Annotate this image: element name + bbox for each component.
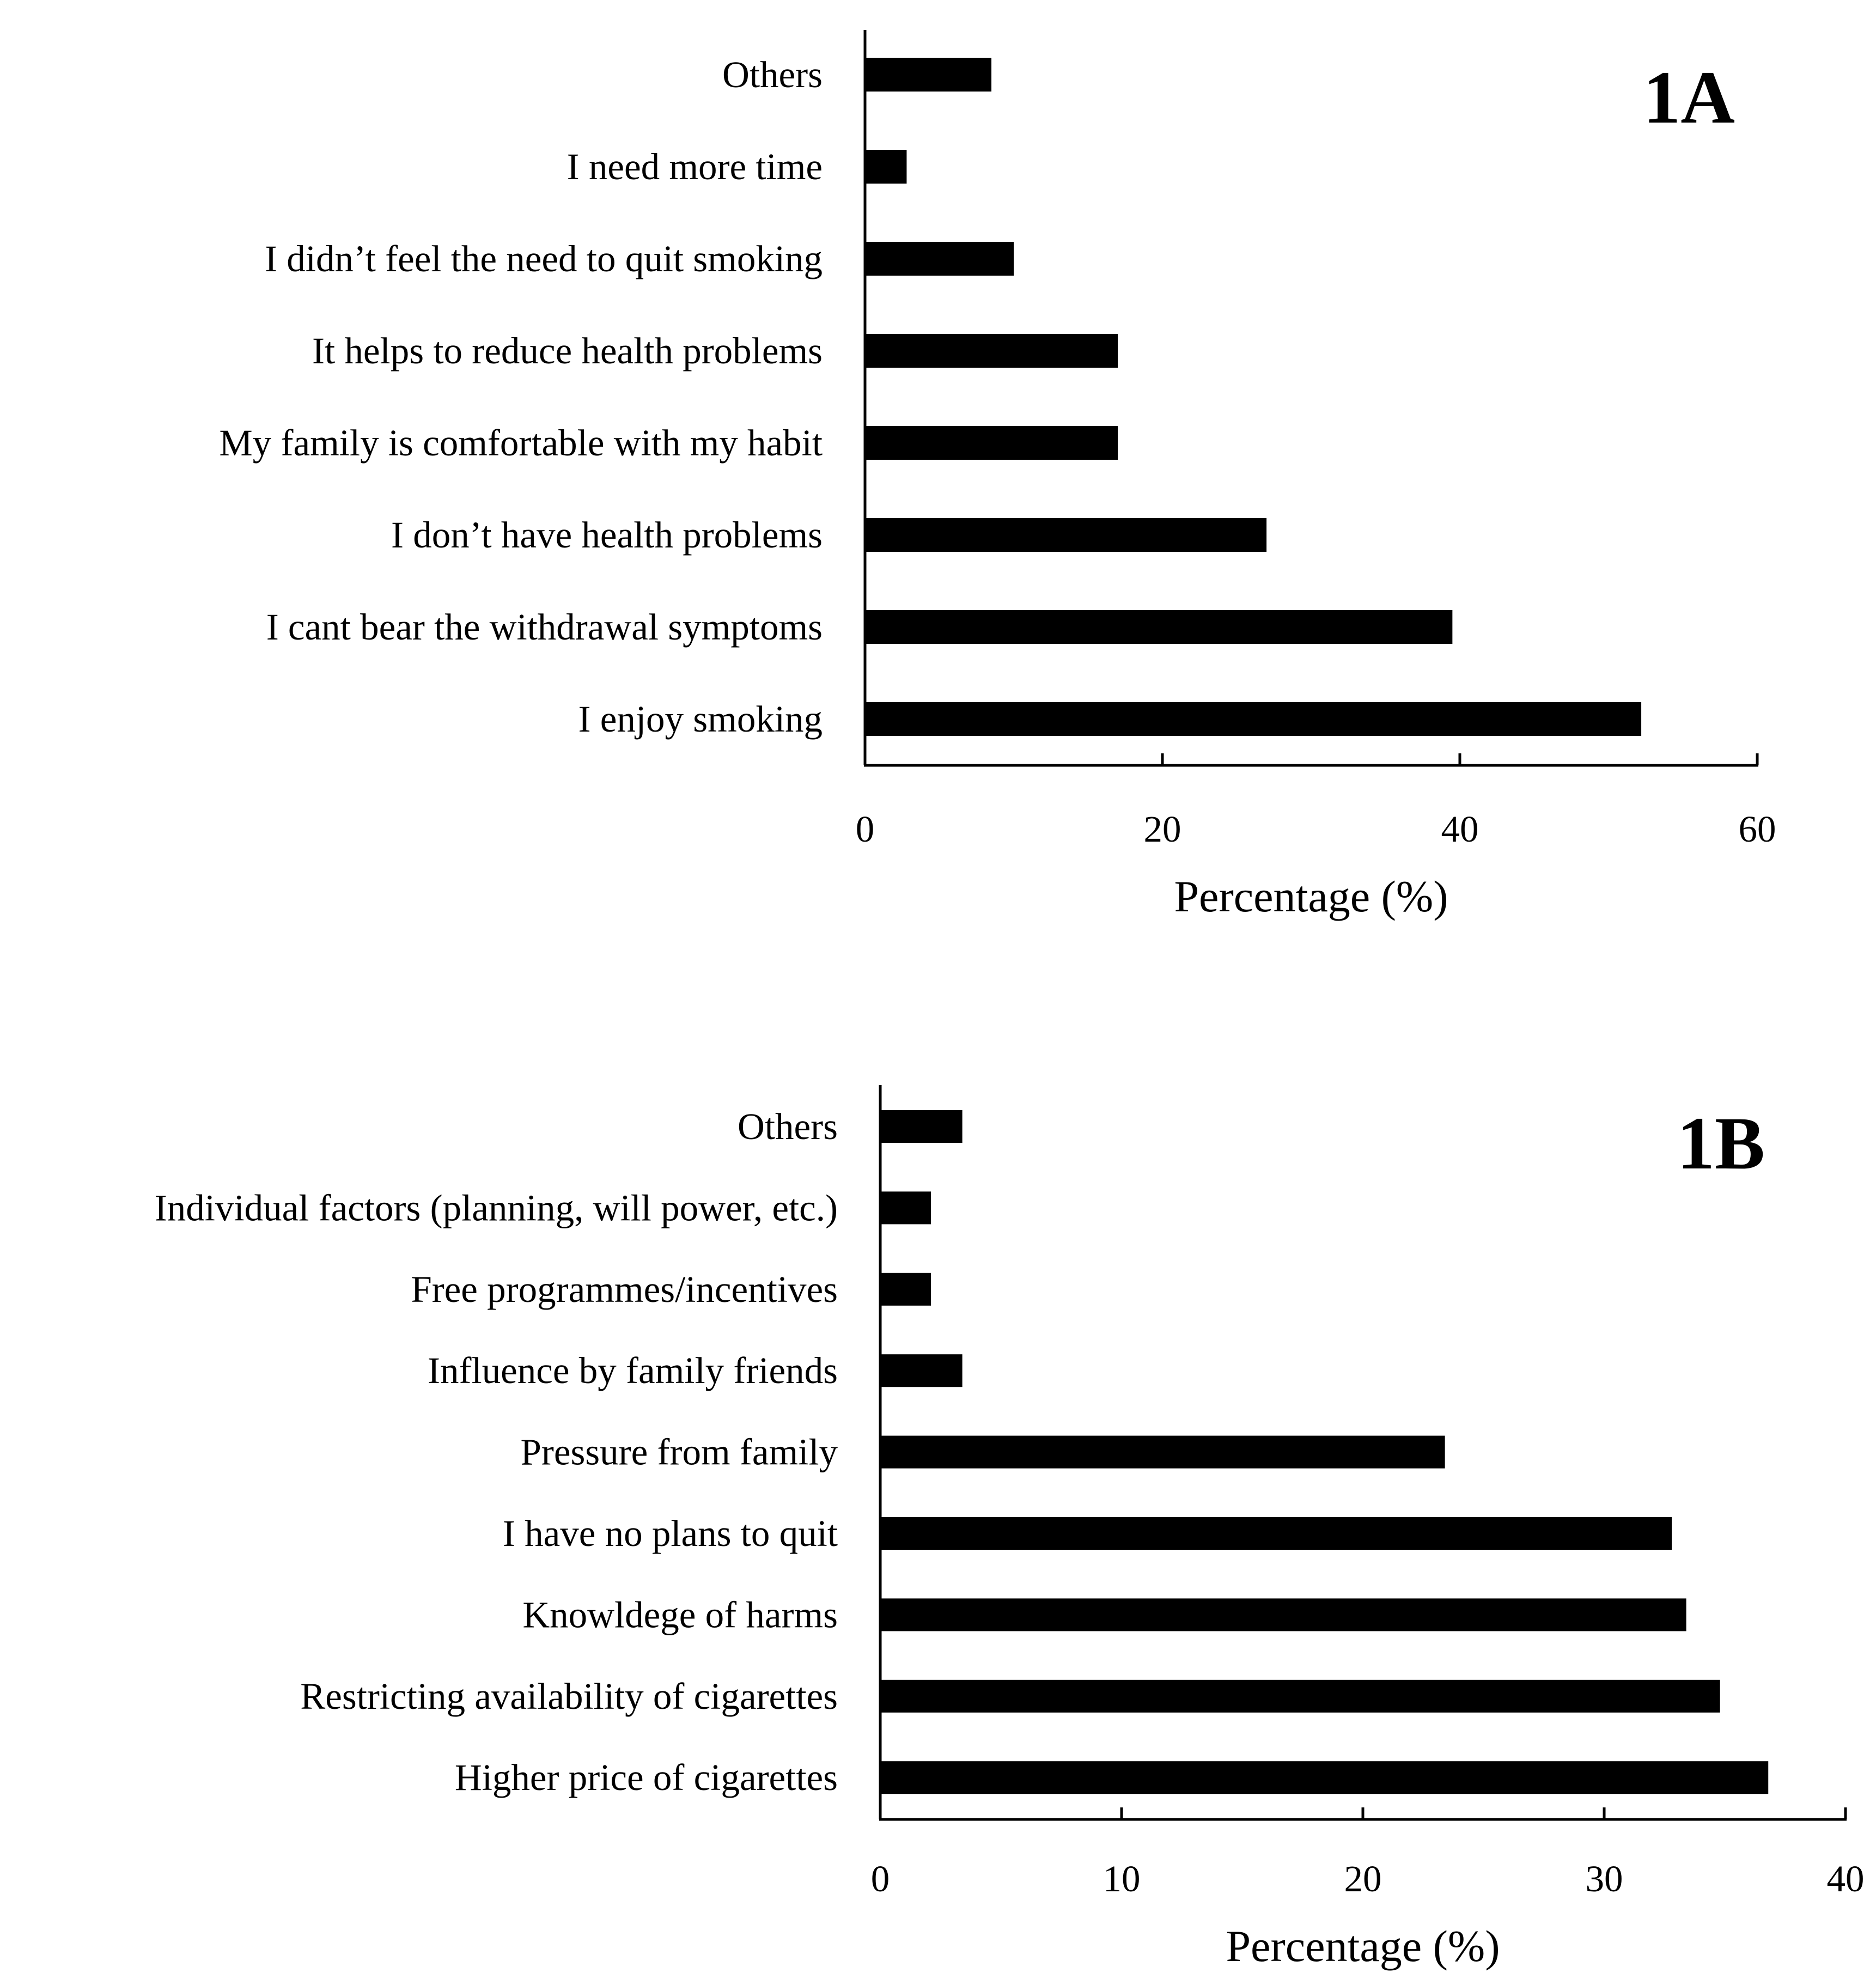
- bar: [865, 334, 1118, 368]
- x-tick-label: 40: [1441, 808, 1479, 850]
- bar: [880, 1761, 1768, 1794]
- category-label: Others: [722, 54, 823, 95]
- category-label: Individual factors (planning, will power, etc.): [154, 1187, 838, 1229]
- category-label: I didn’t feel the need to quit smoking: [265, 238, 823, 279]
- category-label: I need more time: [567, 146, 823, 187]
- category-label: I don’t have health problems: [391, 514, 823, 556]
- bar: [865, 58, 991, 92]
- bar: [865, 702, 1641, 736]
- chart-panel-1b: [155, 1085, 1865, 1971]
- bar: [880, 1191, 931, 1224]
- x-tick-label: 20: [1344, 1858, 1382, 1899]
- category-label: Influence by family friends: [428, 1350, 838, 1392]
- panel-label: 1B: [1677, 1101, 1765, 1185]
- bar: [880, 1598, 1686, 1631]
- bar: [865, 242, 1014, 276]
- x-tick-label: 0: [870, 1858, 890, 1899]
- category-label: My family is comfortable with my habit: [219, 422, 823, 464]
- bar: [880, 1680, 1720, 1713]
- category-label: Knowldege of harms: [522, 1594, 838, 1636]
- x-tick-label: 40: [1826, 1858, 1865, 1899]
- x-tick-label: 60: [1738, 808, 1776, 850]
- bar: [880, 1354, 963, 1387]
- category-label: Higher price of cigarettes: [454, 1757, 838, 1799]
- category-label: Restricting availability of cigarettes: [300, 1675, 838, 1717]
- category-label: It helps to reduce health problems: [312, 330, 823, 372]
- bar: [880, 1110, 963, 1143]
- bar: [865, 150, 906, 184]
- category-label: Pressure from family: [520, 1431, 838, 1473]
- bar: [865, 610, 1452, 644]
- bar: [865, 518, 1266, 552]
- category-label: Free programmes/incentives: [411, 1268, 838, 1310]
- x-tick-label: 0: [855, 808, 875, 850]
- category-label: I cant bear the withdrawal symptoms: [266, 606, 823, 648]
- x-tick-label: 20: [1143, 808, 1181, 850]
- x-axis-title: Percentage (%): [1174, 872, 1448, 921]
- chart-panel-1a: [219, 30, 1776, 921]
- category-label: I enjoy smoking: [578, 698, 823, 740]
- bar: [880, 1436, 1445, 1469]
- bar: [865, 426, 1118, 460]
- x-axis-title: Percentage (%): [1226, 1921, 1500, 1971]
- bar: [880, 1273, 931, 1306]
- bar: [880, 1517, 1672, 1550]
- x-tick-label: 30: [1585, 1858, 1623, 1899]
- x-tick-label: 10: [1103, 1858, 1141, 1899]
- category-label: I have no plans to quit: [502, 1513, 838, 1554]
- category-label: Others: [738, 1106, 838, 1147]
- panel-label: 1A: [1643, 56, 1735, 139]
